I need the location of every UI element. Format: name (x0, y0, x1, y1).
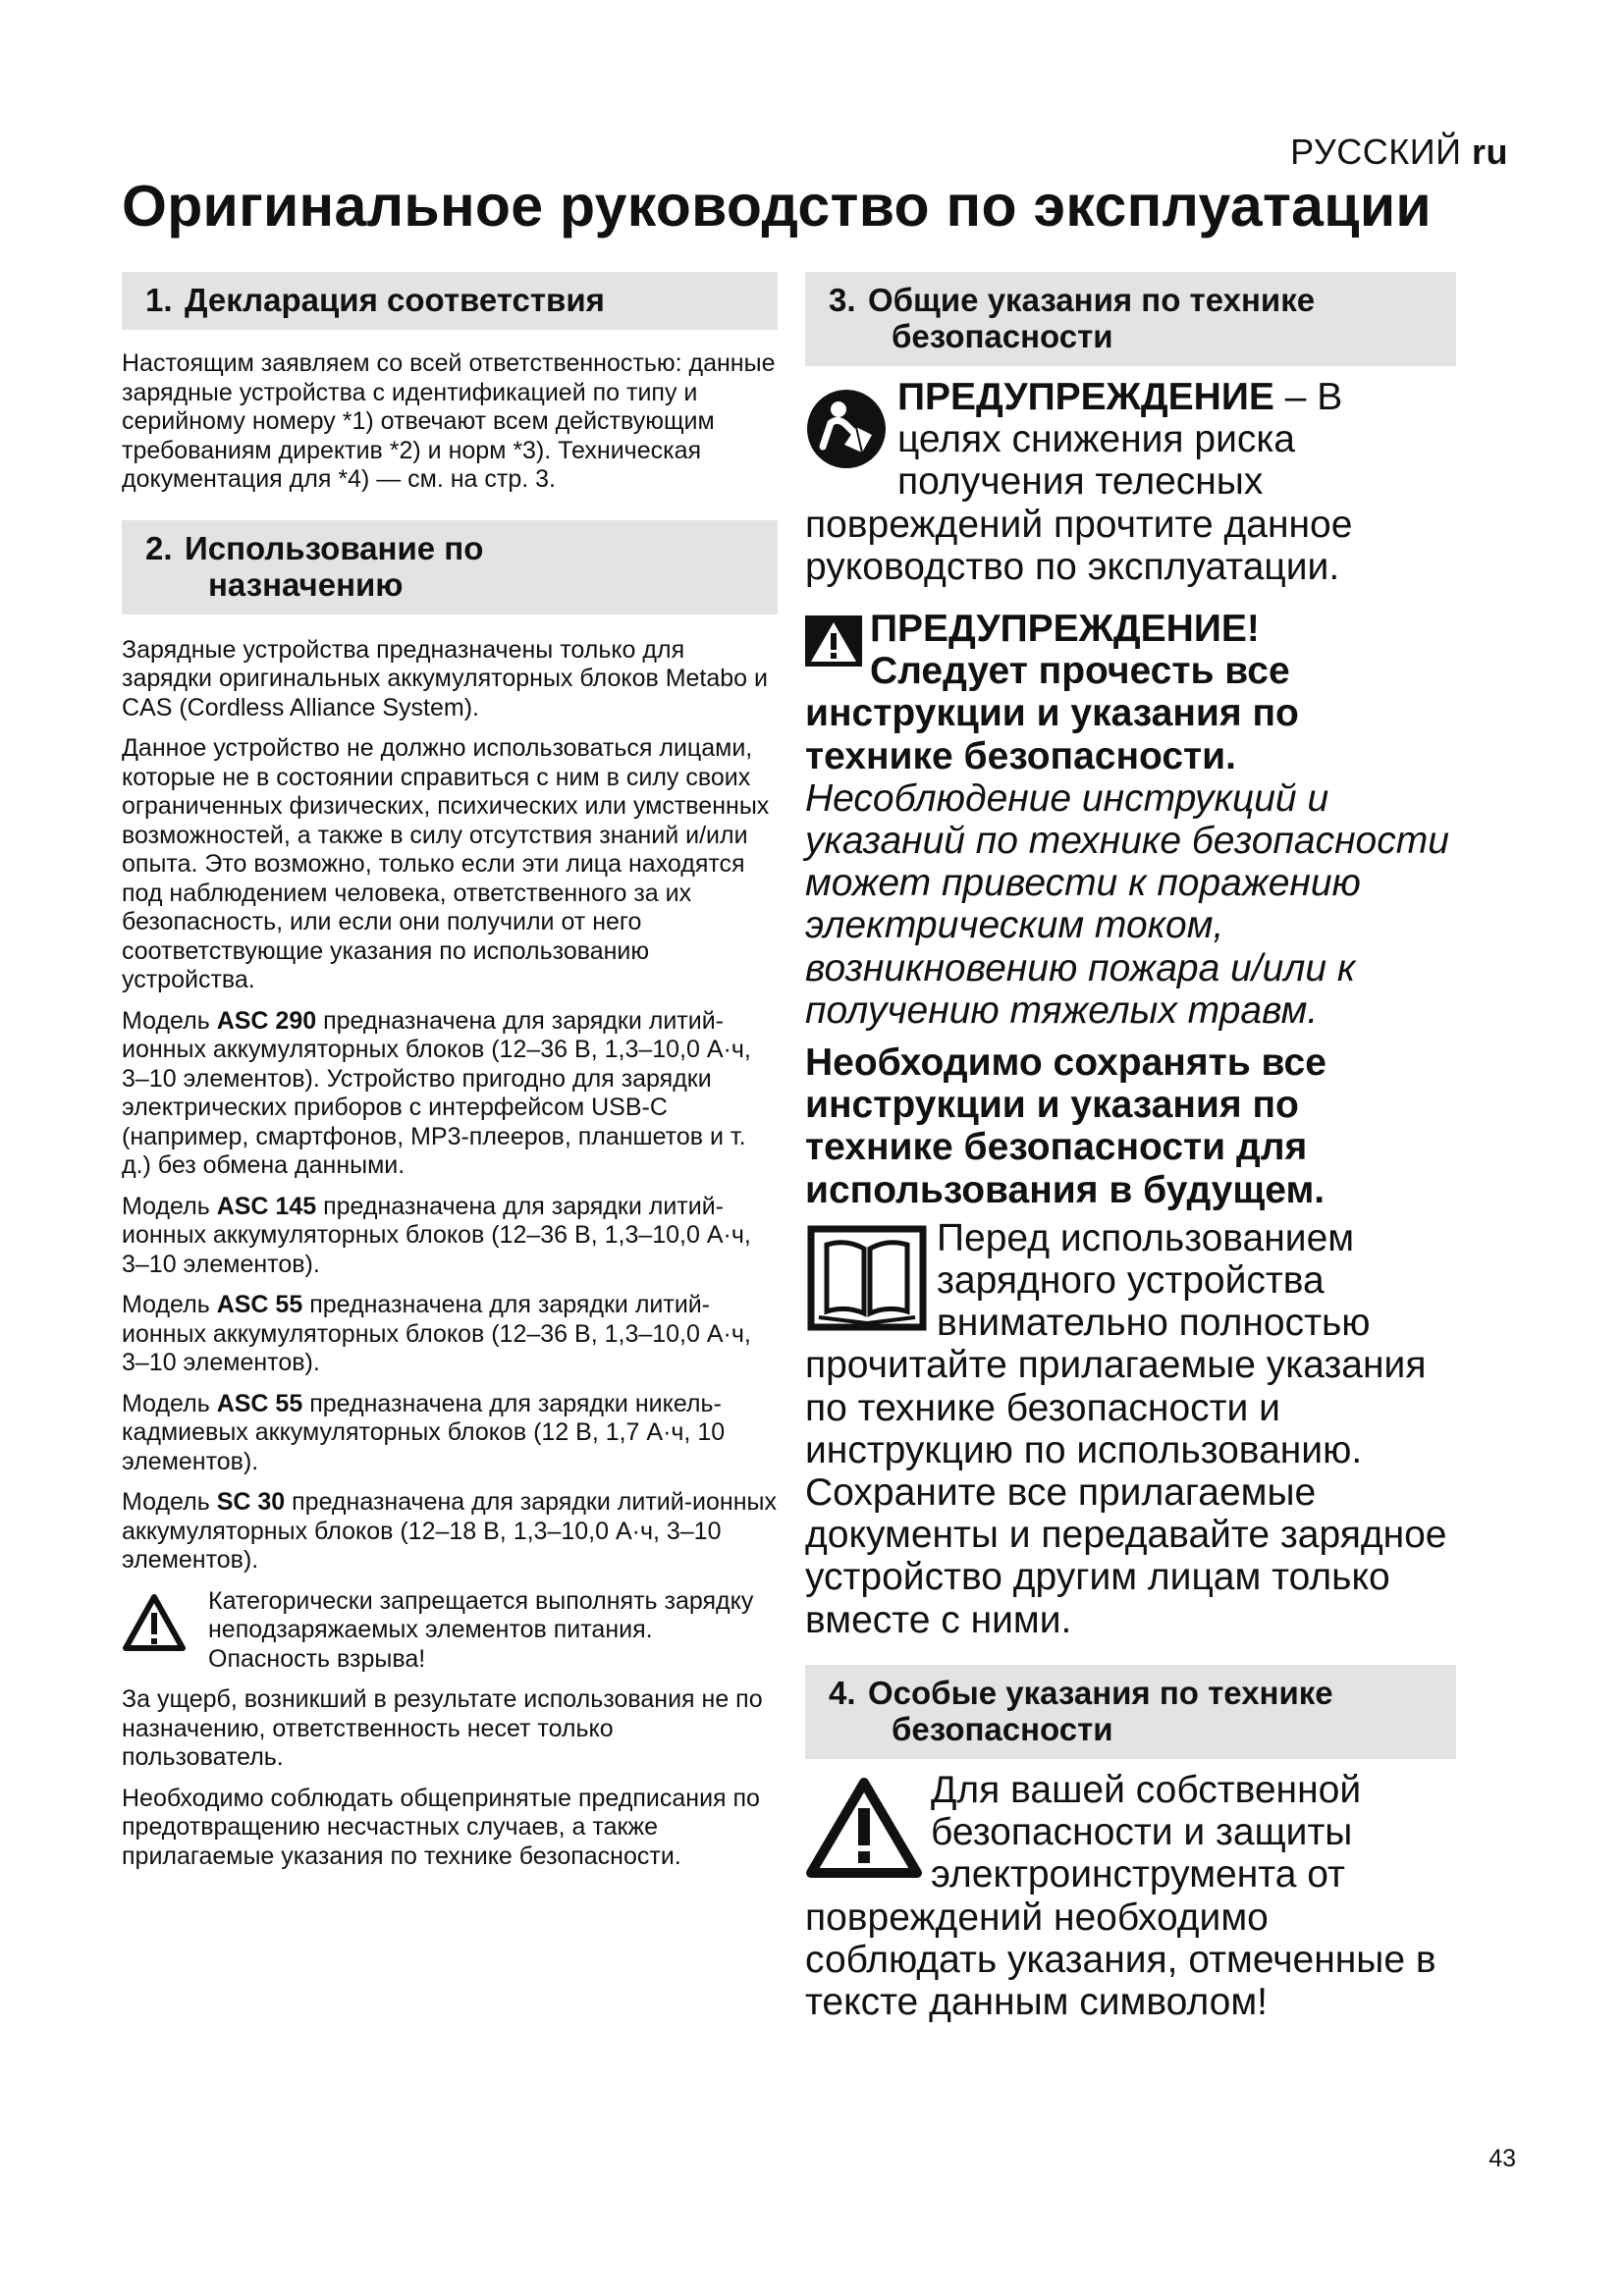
model-prefix: Модель (122, 1192, 210, 1220)
model-description: предназначена для зарядки литий-ионных аккумуляторных блоков (12–36 В, 1,3–10,0 А·ч, 3–10 элементов). (122, 1192, 751, 1278)
left-column (122, 272, 778, 1883)
model-item (122, 1193, 778, 1280)
warning-italic-text: Несоблюдение инструкций и указаний по технике безопасности может привести к поражению электрическим током, возникновению пожара и/или к получению тяжелых травм. (805, 776, 1449, 1032)
model-name: ASC 55 (216, 1389, 303, 1417)
battery-warning-text: Категорически запрещается выполнять зарядку неподзаряжаемых элементов питания. Опасность взрыва! (208, 1586, 754, 1673)
model-prefix: Модель (122, 1291, 210, 1318)
model-name: SC 30 (216, 1488, 286, 1516)
warning-triangle-icon (805, 1775, 923, 1881)
section-title-continued: назначению (208, 565, 404, 603)
model-item (122, 1488, 778, 1575)
model-description: предназначена для зарядки литий-ионных аккумуляторных блоков (12–36 В, 1,3–10,0 А·ч, 3–10 элементов). Устройство пригодно для зарядки электрических приборов с интерфейсом USB-C (например, смартфонов, МР3-плееров, планшетов и т. д.) без обмена данными. (122, 1006, 751, 1179)
section-2-header (122, 520, 778, 614)
model-prefix: Модель (122, 1389, 210, 1417)
section-number: 4. (829, 1674, 856, 1711)
warning-read-manual (805, 376, 1456, 588)
model-description: предназначена для зарядки никель-кадмиевых аккумуляторных блоков (12 В, 1,7 А·ч, 10 элементов). (122, 1389, 726, 1475)
section-number: 1. (145, 282, 173, 318)
page-title: Оригинальное руководство по эксплуатации (122, 174, 1432, 239)
intended-use-text: Зарядные устройства предназначены только для зарядки оригинальных аккумуляторных блоков Metabo и CAS (Cordless Alliance System). (122, 635, 768, 721)
section-title: Особые указания по технике (868, 1674, 1333, 1711)
liability-text: За ущерб, возникший в результате использования не по назначению, ответственность несет только пользователь. (122, 1685, 763, 1771)
model-item (122, 1291, 778, 1378)
model-name: ASC 290 (216, 1006, 317, 1035)
accident-prevention-text: Необходимо соблюдать общепринятые предписания по предотвращению несчастных случаев, а также прилагаемые указания по технике безопасности. (122, 1784, 760, 1870)
warning-heading: ПРЕДУПРЕЖДЕНИЕ (897, 376, 1274, 418)
page-number: 43 (1489, 2145, 1516, 2172)
special-safety-text: Для вашей собственной безопасности и защиты электроинструмента от повреждений необходимо соблюдать указания, отмеченные в тексте данным символом! (805, 1768, 1436, 2023)
section-title-continued: безопасности (892, 318, 1113, 354)
section-4-header (805, 1665, 1456, 1759)
section-title: Декларация соответствия (185, 282, 605, 318)
model-prefix: Модель (122, 1006, 210, 1035)
model-item (122, 1007, 778, 1181)
section-title: Общие указания по технике (868, 282, 1316, 318)
warning-triangle-icon (805, 615, 862, 667)
model-description: предназначена для зарядки литий-ионных аккумуляторных блоков (12–18 В, 1,3–10,0 А·ч, 3–10 элементов). (122, 1488, 777, 1574)
warning-heading: ПРЕДУПРЕЖДЕНИЕ! (870, 608, 1260, 651)
section-3-header (805, 272, 1456, 366)
section-title: Использование по (185, 529, 484, 566)
model-description: предназначена для зарядки литий-ионных аккумуляторных блоков (12–36 В, 1,3–10,0 А·ч, 3–10 элементов). (122, 1291, 751, 1376)
model-item (122, 1390, 778, 1477)
section-title-continued: безопасности (892, 1710, 1113, 1747)
section-1-header (122, 272, 778, 330)
language-code: ru (1472, 132, 1508, 172)
warning-text: – В целях снижения риска получения телесных повреждений прочтите данное руководство по эксплуатации. (805, 376, 1353, 588)
read-before-use (805, 1217, 1456, 1641)
section-number: 2. (145, 529, 173, 566)
model-prefix: Модель (122, 1488, 210, 1516)
language-name: РУССКИЙ (1290, 132, 1462, 172)
open-book-icon (805, 1223, 929, 1333)
warning-triangle-icon (122, 1593, 187, 1652)
special-safety-note (805, 1769, 1456, 2023)
language-label (1290, 132, 1508, 173)
model-name: ASC 55 (216, 1291, 303, 1318)
declaration-text: Настоящим заявляем со всей ответственностью: данные зарядные устройства с идентификацией по типу и серийному номеру *1) отвечают всем действующим требованиям директив *2) и норм *3). Техническая документация для *4) — см. на стр. 3. (122, 349, 776, 493)
section-number: 3. (829, 282, 856, 318)
warning-read-instructions (805, 608, 1456, 1032)
model-name: ASC 145 (216, 1192, 317, 1220)
read-before-use-text: Перед использованием зарядного устройства внимательно полностью прочитайте прилагаемые указания по технике безопасности и инструкцию по использованию. Сохраните все прилагаемые документы и передавайте зарядное устройство другим лицам только вместе с ними. (805, 1216, 1447, 1641)
right-column (805, 272, 1456, 2023)
warning-bold-text: Следует прочесть все инструкции и указания по технике безопасности. (805, 650, 1299, 777)
battery-warning (122, 1587, 778, 1675)
keep-instructions-text: Необходимо сохранять все инструкции и указания по технике безопасности для использования в будущем. (805, 1041, 1326, 1211)
read-manual-icon (805, 388, 888, 470)
restriction-text: Данное устройство не должно использоваться лицами, которые не в состоянии справиться с ним в силу своих ограниченных физических, психических или умственных возможностей, а также в силу отсутствия знаний и/или опыта. Это возможно, только если эти лица находятся под наблюдением человека, ответственного за их безопасность, или если они получили от него соответствующие указания по использованию устройства. (122, 734, 770, 993)
